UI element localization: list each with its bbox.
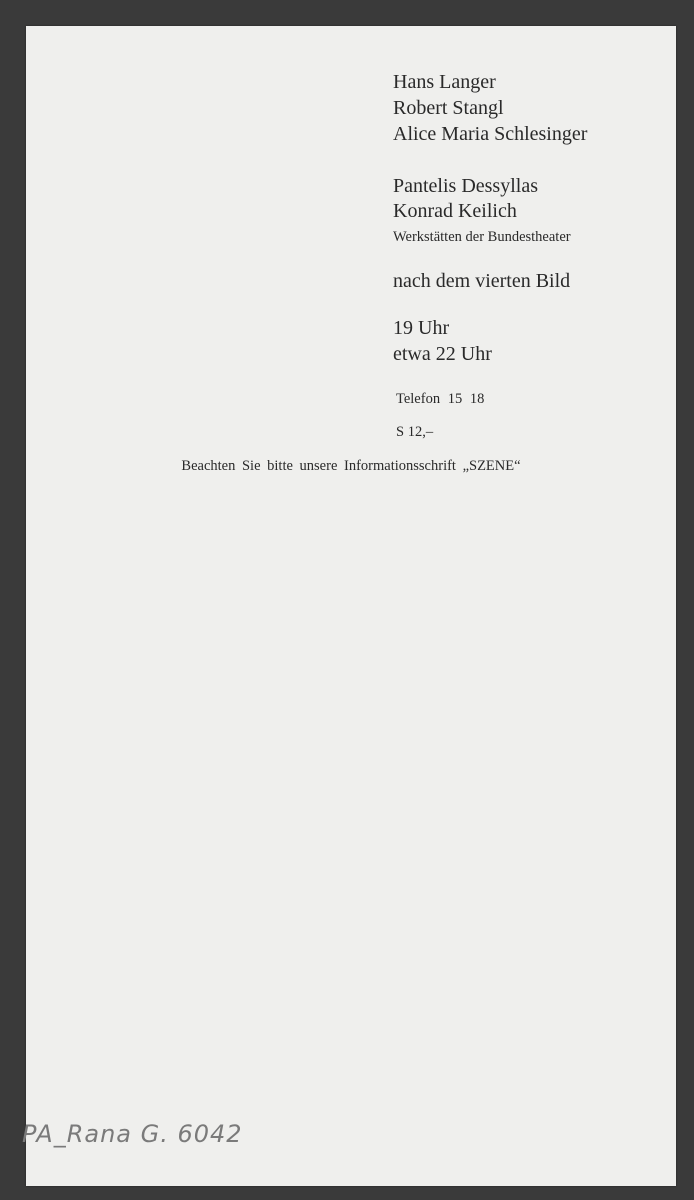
service-value: Telefon 15 18	[396, 391, 485, 407]
credit-value: Alice Maria Schlesinger	[393, 123, 588, 145]
credit-value: Konrad Keilich	[393, 200, 517, 222]
pause-value: nach dem vierten Bild	[393, 270, 571, 292]
credit-value: Hans Langer	[393, 71, 496, 93]
notice-text: Beachten Sie bitte unsere Informationsschrift „SZENE“	[181, 458, 521, 474]
time-value: etwa 22 Uhr	[393, 343, 492, 365]
archive-handwritten-note: PA_Rana G. 6042	[22, 1120, 243, 1148]
credit-value: Werkstätten der Bundestheater	[393, 229, 571, 245]
program-sheet	[26, 26, 676, 1186]
price-value: S 12,–	[396, 424, 434, 440]
credit-value: Robert Stangl	[393, 97, 504, 119]
credit-value: Pantelis Dessyllas	[393, 175, 538, 197]
time-value: 19 Uhr	[393, 317, 450, 339]
